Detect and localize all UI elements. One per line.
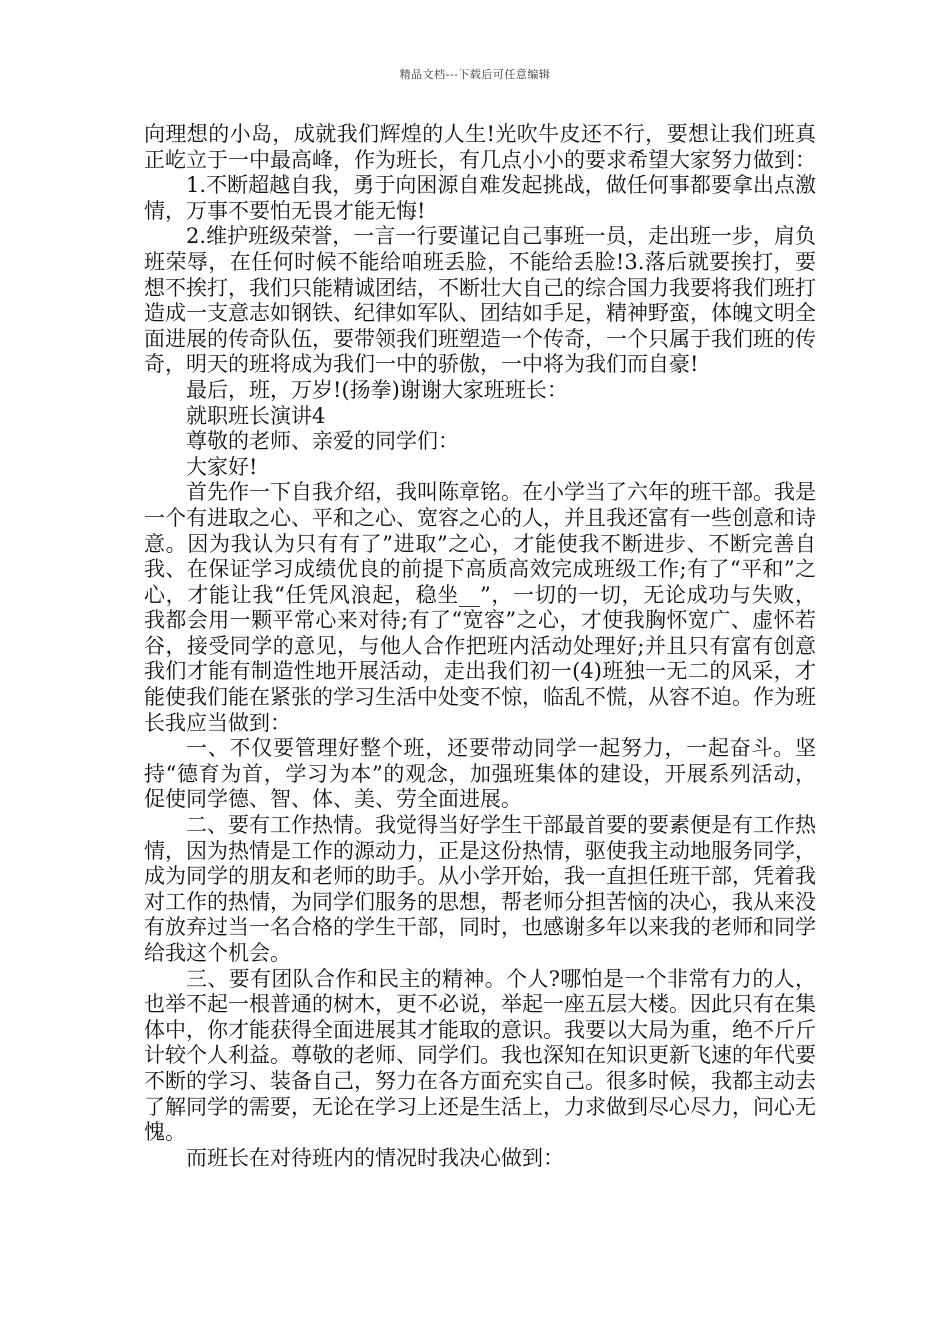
paragraph: 1.不断超越自我，勇于向困源自难发起挑战，做任何事都要拿出点激情，万事不要怕无畏才能无悔! <box>144 173 816 223</box>
paragraph: 二、要有工作热情。我觉得当好学生干部最首要的要素便是有工作热情，因为热情是工作的源动力，正是这份热情，驱使我主动地服务同学，成为同学的朋友和老师的助手。从小学开始，我一直担任班干部，凭着我对工作的热情，为同学们服务的思想，帮老师分担苦恼的决心，我从来没有放弃过当一名合格的学生干部，同时，也感谢多年以来我的老师和同学给我这个机会。 <box>144 813 816 965</box>
section-title: 就职班长演讲4 <box>186 403 326 428</box>
salutation: 尊敬的老师、亲爱的同学们： <box>186 429 459 454</box>
paragraph: 一、不仅要管理好整个班，还要带动同学一起努力，一起奋斗。坚持“德育为首，学习为本”的观念，加强班集体的建设，开展系列活动，促使同学德、智、体、美、劳全面进展。 <box>144 736 816 812</box>
greeting: 大家好! <box>186 454 258 479</box>
page-header: 精品文档---下载后可任意编辑 <box>399 68 551 81</box>
paragraph: 向理想的小岛，成就我们辉煌的人生!光吹牛皮还不行，要想让我们班真正屹立于一中最高峰，作为班长，有几点小小的要求希望大家努力做到： <box>144 122 816 172</box>
paragraph: 而班长在对待班内的情况时我决心做到： <box>186 1145 564 1170</box>
paragraph: 三、要有团队合作和民主的精神。个人?哪怕是一个非常有力的人，也举不起一根普通的树木，更不必说，举起一座五层大楼。因此只有在集体中，你才能获得全面进展其才能取的意识。我要以大局为重，绝不斤斤计较个人利益。尊敬的老师、同学们。我也深知在知识更新飞速的年代要不断的学习、装备自己，努力在各方面充实自己。很多时候，我都主动去了解同学的需要，无论在学习上还是生活上，力求做到尽心尽力，问心无愧。 <box>144 966 816 1145</box>
paragraph: 2.维护班级荣誉，一言一行要谨记自己事班一员，走出班一步，肩负班荣辱，在任何时候不能给咱班丢脸，不能给丢脸!3.落后就要挨打，要想不挨打，我们只能精诚团结，不断壮大自己的综合国力我要将我们班打造成一支意志如钢铁、纪律如军队、团结如手足，精神野蛮，体魄文明全面进展的传奇队伍，要带领我们班塑造一个传奇，一个只属于我们班的传奇，明天的班将成为我们一中的骄傲，一中将为我们而自豪! <box>144 224 816 377</box>
document-body <box>144 122 816 1171</box>
paragraph: 最后，班，万岁!(扬拳)谢谢大家班班长： <box>186 377 568 402</box>
paragraph: 首先作一下自我介绍，我叫陈章铭。在小学当了六年的班干部。我是一个有进取之心、平和之心、宽容之心的人，并且我还富有一些创意和诗意。因为我认为只有有了”进取”之心，才能使我不断进步、不断完善自我、在保证学习成绩优良的前提下高质高效完成班级工作;有了“平和”之心，才能让我“任凭风浪起，稳坐__”，一切的一切，无论成功与失败，我都会用一颗平常心来对待;有了“宽容”之心，才使我胸怀宽广、虚怀若谷，接受同学的意见，与他人合作把班内活动处理好;并且只有富有创意我们才能有制造性地开展活动，走出我们初一(4)班独一无二的风采，才能使我们能在紧张的学习生活中处变不惊，临乱不慌，从容不迫。作为班长我应当做到： <box>144 480 816 735</box>
